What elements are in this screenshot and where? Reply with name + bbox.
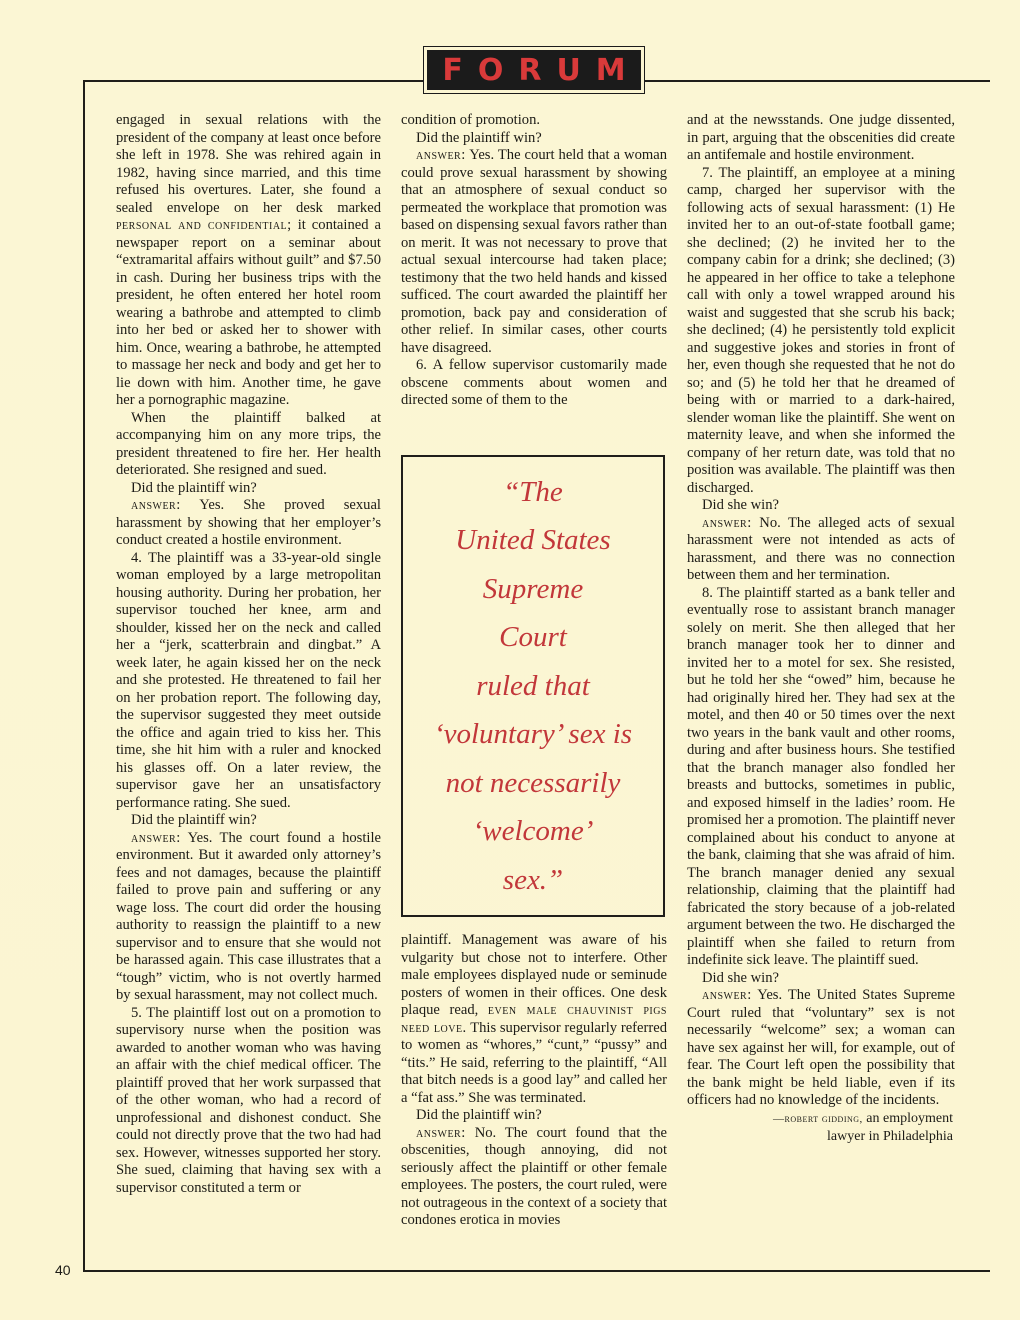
- paragraph: When the plaintiff balked at accompanying him on any more trips, the president threatened to fire her. Her health deteriorated. She resigned and sued.: [116, 409, 381, 478]
- section-title: FORUM: [442, 52, 641, 88]
- pull-quote-line: “The: [503, 475, 563, 508]
- column-3: [687, 112, 955, 1145]
- pull-quote-line: ruled that: [476, 669, 590, 702]
- case-paragraph: 7. The plaintiff, an employee at a mining camp, charged her supervisor with the following acts of sexual harassment: (1) He invited her to an out-of-state football game; she declined; (2) he invited her to the company cabin for a drink; she declined; (3) he appeared in her office to take a telephone call with only a towel wrapped around his waist and suggested that she scrub his back; she declined; (4) he persistently told explicit and suggestive jokes and stories in front of her, even though she requested that he not do so; and (5) he told her that he dreamed of being with or married to a dark-haired, slender woman like the plaintiff. She went on maternity leave, and when she informed the company of her return date, was told that no position was available. The plaintiff was then discharged.: [687, 164, 955, 496]
- answer: answer: Yes. The United States Supreme Court ruled that “voluntary” sex is not necessarily “welcome” sex; a woman can have sex against her will, for example, out of fear. The Court left open the possibility that the bank might be held liable, even if its officers had no knowledge of the incidents.: [687, 987, 955, 1108]
- pull-quote-line: ‘voluntary’ sex is: [433, 718, 633, 751]
- answer: answer: No. The alleged acts of sexual harassment were not intended as acts of harassment, and there was no connection between them and her termination.: [687, 514, 955, 583]
- case-paragraph: 5. The plaintiff lost out on a promotion to supervisory nurse when the position was awarded to another woman who was having an affair with the chief medical officer. The plaintiff proved that her work surpassed that of the other woman, who had a record of unprofessional and dishonest conduct. She could not directly prove that the two had had sex. However, witnesses supported her story. She sued, claiming that having sex with a supervisor constituted a term or: [116, 1004, 381, 1196]
- column-2-bottom: [401, 932, 667, 1230]
- answer: answer: Yes. She proved sexual harassment by showing that her employer’s conduct created a hostile environment.: [116, 497, 381, 548]
- column-1: [116, 112, 381, 1197]
- case-paragraph: 4. The plaintiff was a 33-year-old single woman employed by a large metropolitan housing authority. During her probation, her supervisor touched her knee, arm and shoulder, kissed her on the neck and called her a “jerk, scatterbrain and dingbat.” A week later, he again kissed her on the neck and she protested. He threatened to fail her on her probation report. The following day, the supervisor suggested they meet outside the office and again tried to kiss her. This time, she hit him with a ruler and knocked his glasses off. On a later review, the supervisor gave her an unsatisfactory performance rating. She sued.: [116, 549, 381, 811]
- question: Did the plaintiff win?: [416, 1107, 542, 1123]
- pull-quote: [428, 468, 638, 905]
- pull-quote-line: Court: [499, 621, 567, 654]
- paragraph: and at the newsstands. One judge dissented, in part, arguing that the obscenities did create an antifemale and hostile environment.: [687, 112, 955, 163]
- section-banner: [424, 47, 644, 93]
- page-number: 40: [55, 1262, 71, 1278]
- pull-quote-line: not necessarily: [445, 766, 621, 799]
- pull-quote-line: sex.”: [502, 863, 564, 896]
- question: Did the plaintiff win?: [131, 812, 257, 828]
- pull-quote-line: United States: [455, 524, 611, 557]
- column-2-top: [401, 112, 667, 410]
- pull-quote-line: ‘welcome’: [472, 815, 594, 848]
- case-paragraph: 8. The plaintiff started as a bank teller and eventually rose to assistant branch manager solely on merit. She then alleged that her branch manager took her to dinner and invited her to a motel for sex. She resisted, but he told her she “owed” him, because he had originally hired her. They had sex at the motel, and then 40 or 50 times over the next two years in the bank vault and other rooms, during and after business hours. She testified that the branch manager also fondled her breasts and buttocks, sometimes in public, and exposed himself in the ladies’ room. He promised her a promotion. The plaintiff never complained about his conduct to anyone at the bank, claiming that she was afraid of him. The branch manager denied any sexual relationship, claiming that the plaintiff had fabricated the story because of a job-related argument between the two. He discharged the plaintiff when she failed to return from indefinite sick leave. The plaintiff sued.: [687, 584, 955, 968]
- answer: answer: Yes. The court held that a woman could prove sexual harassment by showing that an atmosphere of sexual conduct so permeated the workplace that promotion was based on dispensing sexual favors rather than on merit. It was not necessary to prove that actual sexual intercourse had taken place; testimony that the two held hands and kissed sufficed. The court awarded the plaintiff her promotion, back pay and consideration of other relief. In similar cases, other courts have disagreed.: [401, 147, 667, 356]
- case-paragraph: 6. A fellow supervisor customarily made obscene comments about women and directed some of them to the: [401, 357, 667, 408]
- answer: answer: No. The court found that the obscenities, though annoying, did not seriously affect the plaintiff or other female employees. The posters, the court ruled, were not outrageous in the context of a society that condones erotica in movies: [401, 1124, 667, 1228]
- left-rule: [83, 80, 85, 1270]
- question: Did she win?: [702, 969, 780, 986]
- pull-quote-line: Supreme: [482, 572, 584, 605]
- author-signature: —robert gidding, an employment lawyer in Philadelphia: [773, 1110, 953, 1144]
- question: Did the plaintiff win?: [416, 129, 542, 146]
- answer: answer: Yes. The court found a hostile environment. But it awarded only attorney’s fees and not damages, because the plaintiff failed to prove pain and suffering or any wage loss. The court did order the housing authority to reassign the plaintiff to a new supervisor and to ensure that she would not be harassed again. This case illustrates that a “tough” victim, who is not overtly harmed by sexual harassment, may not collect much.: [116, 829, 381, 1003]
- paragraph: engaged in sexual relations with the president of the company at least once before she left in 1978. She was rehired again in 1982, having since married, and this time refused his overtures. Later, she found a sealed envelope on her desk marked personal and confidential; it contained a newspaper report on a seminar about “extramarital affairs without guilt” and $7.50 in cash. During her business trips with the president, he often entered her hotel room wearing a bathrobe and attempted to climb into her bed or asked her to shower with him. Once, wearing a bathrobe, he attempted to massage her neck and body and get her to lie down with him. Another time, he gave her a pornographic magazine.: [116, 112, 381, 408]
- paragraph: condition of promotion.: [401, 112, 541, 128]
- question: Did the plaintiff win?: [131, 479, 257, 496]
- question: Did she win?: [702, 497, 780, 513]
- bottom-rule: [83, 1270, 990, 1272]
- paragraph: plaintiff. Management was aware of his vulgarity but chose not to interfere. Other male employees displayed nude or seminude posters of women in their offices. One desk plaque read, even male chauvinist pigs need love. This supervisor regularly referred to women as “whores,” “cunt,” “pussy” and “tits.” He said, referring to the plaintiff, “All that bitch needs is a good lay” and called her a “fat ass.” She was terminated.: [401, 932, 667, 1106]
- pull-quote-box: [401, 455, 665, 917]
